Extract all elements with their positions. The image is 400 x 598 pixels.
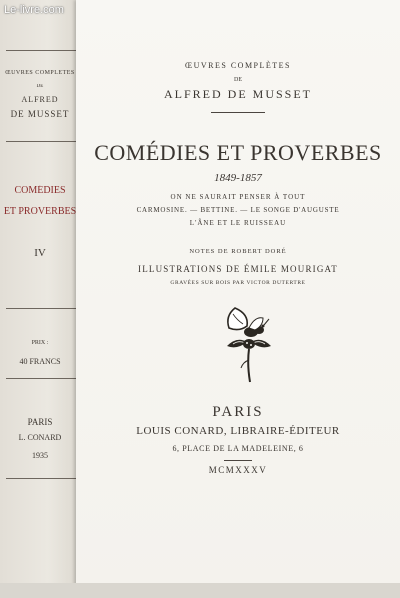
spine-de: DE	[36, 84, 44, 89]
spine-title-line2: ET PROVERBES	[3, 206, 77, 217]
bee-vignette-icon	[219, 302, 279, 388]
cover-collection: ŒUVRES COMPLÈTES	[184, 61, 291, 70]
cover-author: ALFRED DE MUSSET	[163, 87, 312, 101]
table-surface	[0, 583, 400, 598]
cover-contents-line2: CARMOSINE. — BETTINE. — LE SONGE D'AUGUSTE	[136, 206, 340, 214]
spine-author-last: DE MUSSET	[10, 109, 70, 119]
spine-price-rule	[6, 378, 76, 379]
cover-illustrations: ILLUSTRATIONS DE ÉMILE MOURIGAT	[138, 264, 338, 274]
cover-contents-line1: ON NE SAURAIT PENSER À TOUT	[170, 193, 306, 201]
cover-title: COMÉDIES ET PROVERBES	[94, 140, 382, 165]
spine-prix: PRIX :	[31, 340, 49, 346]
cover-engraving: GRAVÉES SUR BOIS PAR VICTOR DUTERTRE	[170, 280, 306, 286]
cover-notes: NOTES DE ROBERT DORÉ	[189, 248, 287, 255]
spine-volume: IV	[34, 247, 46, 259]
front-cover	[76, 0, 400, 598]
spine-year: 1935	[32, 451, 48, 460]
spine-title-line1: COMÉDIES	[14, 185, 66, 196]
cover-bottom-rule	[224, 460, 252, 461]
cover-address: 6, PLACE DE LA MADELEINE, 6	[172, 444, 304, 453]
spine-collection: ŒUVRES COMPLÈTES	[5, 70, 75, 76]
cover-publisher: LOUIS CONARD, LIBRAIRE-ÉDITEUR	[136, 425, 340, 437]
spine-top-rule	[6, 50, 76, 51]
cover-contents-line3: L'ÂNE ET LE RUISSEAU	[189, 219, 287, 227]
cover-city: PARIS	[212, 404, 264, 420]
cover-top-rule	[211, 112, 265, 113]
book-spine	[0, 0, 80, 598]
cover-dates: 1849-1857	[214, 172, 262, 184]
spine-author-first: ALFRED	[21, 95, 59, 104]
spine-mid-rule	[6, 141, 76, 142]
spine-bottom-rule	[6, 478, 76, 479]
spine-price: 40 FRANCS	[19, 357, 61, 366]
spine-publisher: L. CONARD	[18, 433, 62, 442]
watermark-text: Le-livre.com	[4, 4, 64, 16]
cover-year: MCMXXXV	[208, 465, 268, 475]
spine-lower-rule	[6, 308, 76, 309]
cover-de: DE	[234, 77, 242, 83]
spine-city: PARIS	[27, 417, 53, 427]
